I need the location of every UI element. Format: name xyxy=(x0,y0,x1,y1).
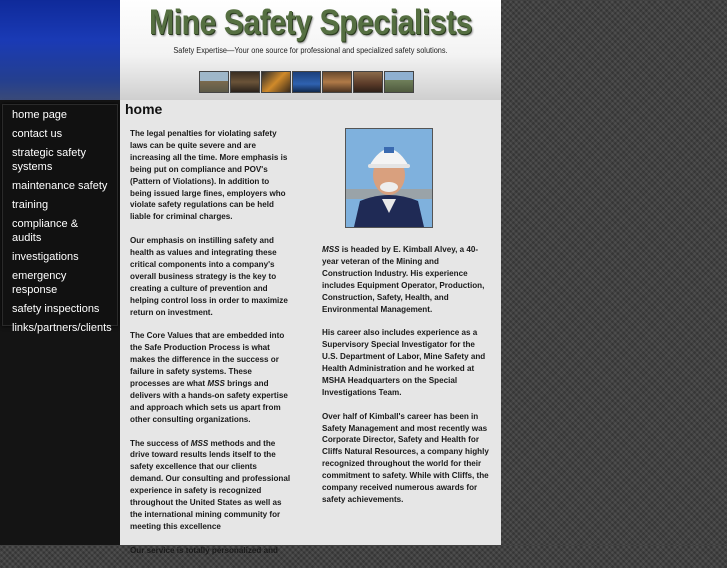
header-photo-strip xyxy=(199,71,414,93)
header-photo-underground xyxy=(261,71,291,93)
nav-safety-inspections[interactable]: safety inspections xyxy=(12,303,100,315)
paragraph-service-partial: Our service is totally personalized and xyxy=(130,545,278,555)
left-text-column xyxy=(130,128,292,568)
site-tagline: Safety Expertise—Your one source for professional and specialized safety solutions. xyxy=(173,46,448,55)
header-photo-landscape xyxy=(384,71,414,93)
nav-compliance-audits[interactable]: compliance & audits xyxy=(12,218,79,244)
nav-training[interactable]: training xyxy=(12,199,49,211)
left-column xyxy=(0,0,120,545)
header-photo-crew xyxy=(322,71,352,93)
nav-links-partners-clients[interactable]: links/partners/clients xyxy=(12,322,112,334)
nav-strategic-safety-systems[interactable]: strategic safety systems xyxy=(12,147,86,173)
nav-maintenance-safety[interactable]: maintenance safety xyxy=(12,180,108,192)
site-title-logo[interactable]: Mine Safety Specialists xyxy=(148,3,473,42)
main-content xyxy=(120,100,501,555)
header-photo-mine-site xyxy=(199,71,229,93)
paragraph-safety-values: Our emphasis on instilling safety and health as values and integrating these critical components into a company's overall business strategy is the key to creating a culture of prevention and helping control loss in order to maximize return on investment. xyxy=(130,236,288,317)
blue-corner-banner xyxy=(0,0,120,100)
paragraph-success-methods: The success of MSS methods and the drive toward results lends itself to the safety excellence that our clients demand. Our consulting and professional experience in safety is recognized throughout the United States as well as the international mining community for meeting this excellence xyxy=(130,438,291,531)
paragraph-safety-management: Over half of Kimball's career has been in Safety Management and most recently was Corporate Director, Safety and Health for Cliffs Natural Resources, a company highly recognized throughout the world for their commitment to safety. While with Cliffs, the company received numerous awards for safety achievements. xyxy=(322,411,489,504)
header-photo-equipment xyxy=(230,71,260,93)
nav-home-page[interactable]: home page xyxy=(12,109,68,121)
main-navigation xyxy=(2,104,118,334)
paragraph-legal-penalties: The legal penalties for violating safety laws can be quite severe and are increasing all the time. More emphasis is being put on compliance and POV's (Pattern of Violations). In addition to being issued large fines, employers who violate safety regulations can be held liable for criminal charges. xyxy=(130,129,288,222)
nav-contact-us[interactable]: contact us xyxy=(12,128,63,140)
nav-emergency-response[interactable]: emergency response xyxy=(12,270,67,296)
header-photo-presentation xyxy=(292,71,322,93)
right-text-column xyxy=(322,244,490,518)
page-title: home xyxy=(125,101,163,117)
nav-investigations[interactable]: investigations xyxy=(12,251,79,263)
portrait-photo xyxy=(345,128,433,228)
portrait-illustration xyxy=(346,129,432,227)
site-header xyxy=(120,0,501,100)
header-photo-training xyxy=(353,71,383,93)
paragraph-career-investigator: His career also includes experience as a Supervisory Special Investigator for the U.S. Department of Labor, Mine Safety and Health Administration and he worked at MSHA Headquarters on the Special Investigations Team. xyxy=(322,328,486,397)
paragraph-mss-headed-by: MSS is headed by E. Kimball Alvey, a 40-year veteran of the Mining and Construction Industry. His experience includes Equipment Operator, Production, Construction, Safety, Health, and Environmental Management. xyxy=(322,245,485,314)
paragraph-core-values: The Core Values that are embedded into the Safe Production Process is what makes the difference in the success or failure in safety systems. These processes are what MSS brings and delivers with a hands-on safety expertise and approach which sets us apart from other consulting organizations. xyxy=(130,331,288,424)
